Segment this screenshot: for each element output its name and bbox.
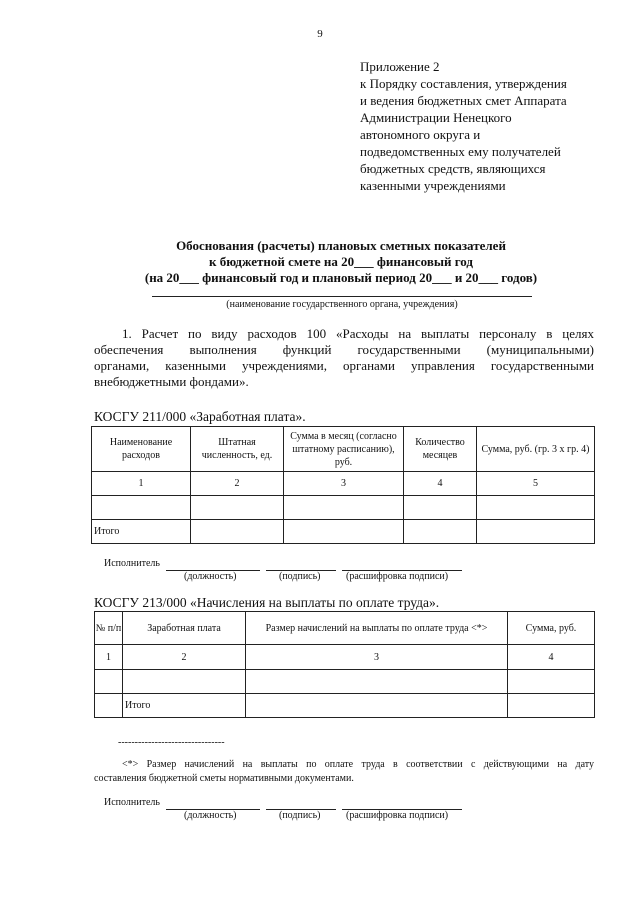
position-caption: (должность) [184,571,237,582]
table-number-row [95,645,595,670]
table-total-row [92,520,595,544]
footnote [94,758,594,786]
empty-cell[interactable] [477,496,595,520]
paragraph-line: обеспечения выполнения функций государственными (муниципальными) [94,342,594,357]
empty-cell[interactable] [123,670,246,694]
appendix-line: к Порядку составления, утверждения [360,76,567,91]
table-header-row [95,612,595,645]
table-number-row [92,472,595,496]
document-title [100,238,582,286]
title-line: Обоснования (расчеты) плановых сметных показателей [176,238,506,253]
appendix-line: и ведения бюджетных смет Аппарата [360,93,567,108]
table-total-row [95,694,595,718]
header-cell: Размер начислений на выплаты по оплате труда <*> [246,612,508,645]
empty-cell[interactable] [404,496,477,520]
empty-cell[interactable] [95,694,123,718]
footnote-line: <*> Размер начислений на выплаты по оплате труда в соответствии с действующими на дату [122,759,594,770]
header-cell: Сумма в месяц (согласно штатному расписанию), руб. [284,427,404,472]
appendix-line: Администрации Ненецкого [360,110,512,125]
table-row [92,496,595,520]
kosgu-211-heading: КОСГУ 211/000 «Заработная плата». [94,409,306,424]
appendix-line: автономного округа и [360,127,481,142]
signature-caption: (подпись) [279,571,321,582]
appendix-line: Приложение 2 [360,59,440,74]
table-header-row [92,427,595,472]
empty-cell[interactable] [284,496,404,520]
paragraph-line: внебюджетными фондами». [94,374,249,389]
empty-cell[interactable] [92,496,191,520]
kosgu-213-heading: КОСГУ 213/000 «Начисления на выплаты по оплате труда». [94,595,440,610]
number-cell: 4 [508,645,595,670]
empty-cell[interactable] [508,670,595,694]
decoding-caption: (расшифровка подписи) [346,810,449,821]
appendix-line: подведомственных ему получателей [360,144,561,159]
header-cell: Сумма, руб. (гр. 3 х гр. 4) [477,427,595,472]
empty-cell[interactable] [477,520,595,544]
title-line: к бюджетной смете на 20___ финансовый год [208,254,474,269]
empty-cell[interactable] [404,520,477,544]
number-cell: 2 [191,472,284,496]
total-label: Итого [123,694,246,718]
section-paragraph [94,326,594,390]
appendix-line: бюджетных средств, являющихся [360,161,546,176]
decoding-caption: (расшифровка подписи) [346,571,449,582]
salary-table [91,426,595,544]
appendix-header [360,58,620,194]
number-cell: 4 [404,472,477,496]
number-cell: 2 [123,645,246,670]
header-cell: № п/п [95,612,123,645]
number-cell: 1 [92,472,191,496]
empty-cell[interactable] [246,670,508,694]
header-cell: Сумма, руб. [508,612,595,645]
position-caption: (должность) [184,810,237,821]
empty-cell[interactable] [246,694,508,718]
footnote-separator: -------------------------------- [118,737,225,748]
empty-cell[interactable] [95,670,123,694]
paragraph-line: 1. Расчет по виду расходов 100 «Расходы на выплаты персоналу в целях [122,326,594,341]
signature-caption: (подпись) [279,810,321,821]
paragraph-line: органами, казенными учреждениями, органами управления государственными [94,358,594,373]
header-cell: Штатная численность, ед. [191,427,284,472]
org-name-caption: (наименование государственного органа, учреждения) [226,299,458,310]
number-cell: 3 [284,472,404,496]
number-cell: 5 [477,472,595,496]
page-number: 9 [317,28,323,40]
table-row [95,670,595,694]
header-cell: Количество месяцев [404,427,477,472]
empty-cell[interactable] [508,694,595,718]
footnote-line: составления бюджетной сметы нормативными документами. [94,773,354,784]
accruals-table [94,611,595,718]
number-cell: 3 [246,645,508,670]
executor-label: Исполнитель [104,558,160,569]
total-label: Итого [92,520,191,544]
title-line: (на 20___ финансовый год и плановый период 20___ и 20___ годов) [144,270,538,285]
executor-label: Исполнитель [104,797,160,808]
header-cell: Заработная плата [123,612,246,645]
empty-cell[interactable] [284,520,404,544]
number-cell: 1 [95,645,123,670]
header-cell: Наименование расходов [92,427,191,472]
appendix-line: казенными учреждениями [360,178,506,193]
org-name-line [152,296,532,297]
empty-cell[interactable] [191,520,284,544]
empty-cell[interactable] [191,496,284,520]
